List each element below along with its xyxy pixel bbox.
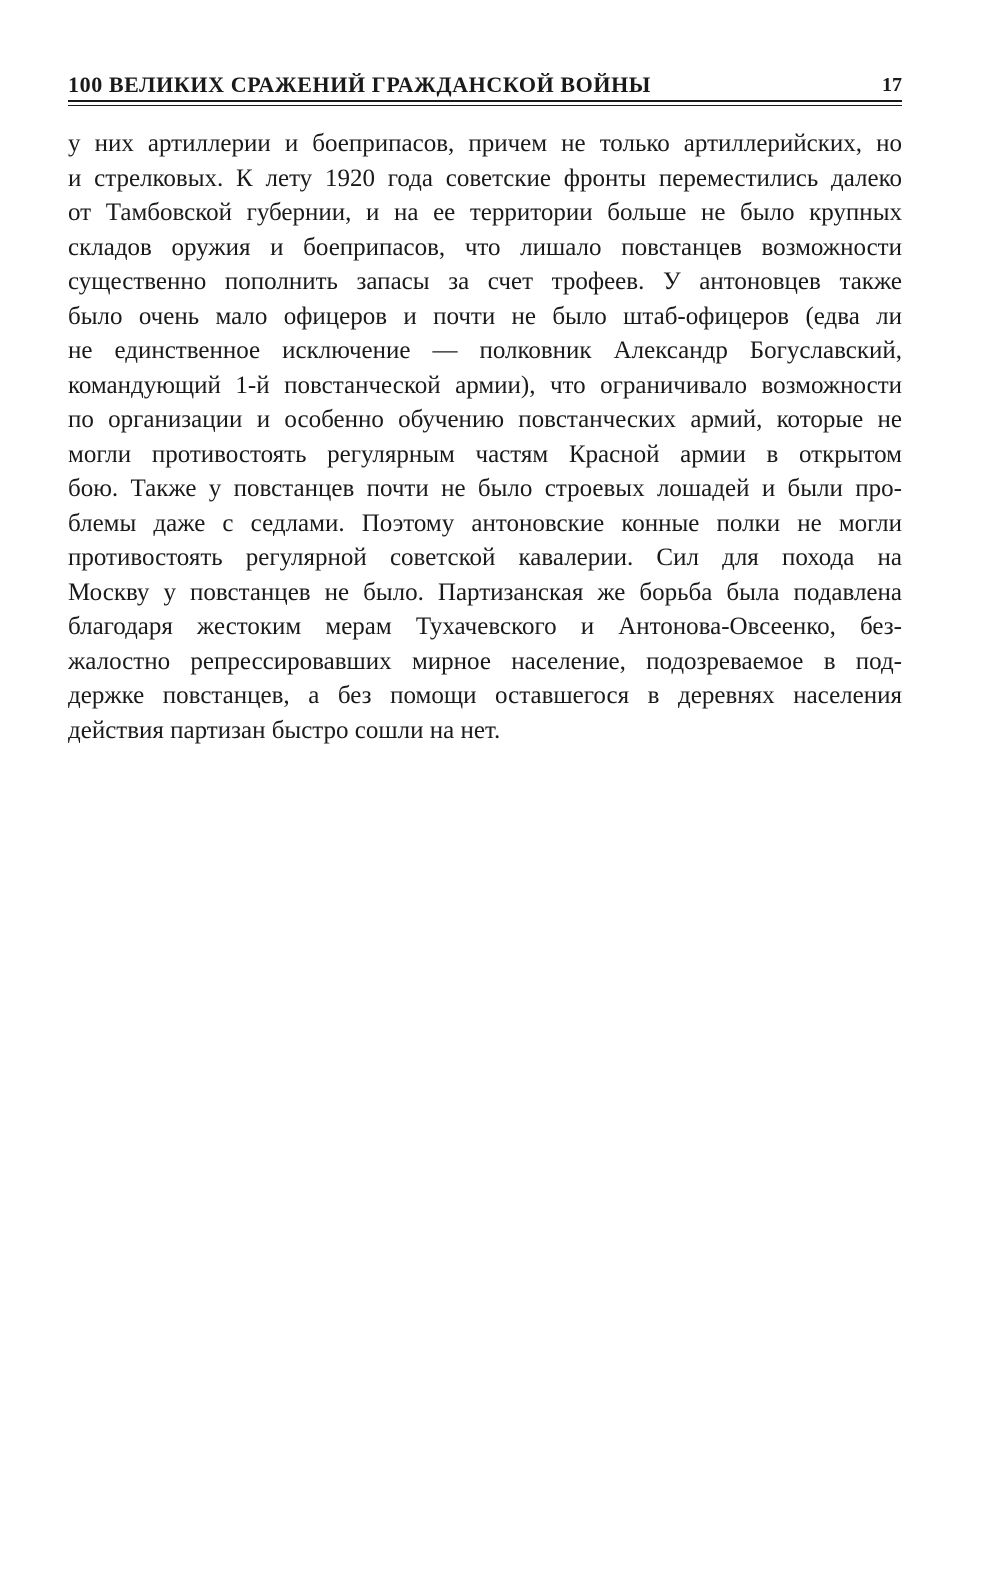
header-rule-thin bbox=[68, 105, 902, 106]
text-line-last: действия партизан быстро сошли на нет. bbox=[68, 716, 501, 744]
text-line: благодаря жестоким мерам Тухачевского и Антонова-Овсеенко, без- bbox=[68, 613, 902, 640]
text-line: не единственное исключение — полковник Александр Богуславский, bbox=[68, 337, 902, 364]
text-line: от Тамбовской губернии, и на ее территории больше не было крупных bbox=[68, 199, 902, 226]
page-header bbox=[68, 66, 902, 106]
text-line: существенно пополнить запасы за счет трофеев. У антоновцев также bbox=[68, 268, 902, 295]
text-line: блемы даже с седлами. Поэтому антоновские конные полки не могли bbox=[68, 509, 902, 537]
running-title: 100 ВЕЛИКИХ СРАЖЕНИЙ ГРАЖДАНСКОЙ ВОЙНЫ bbox=[68, 72, 652, 97]
text-line: складов оружия и боеприпасов, что лишало повстанцев возможности bbox=[68, 233, 902, 261]
text-line: у них артиллерии и боеприпасов, причем не только артиллерийских, но bbox=[68, 130, 902, 157]
text-line: противостоять регулярной советской кавалерии. Сил для похода на bbox=[68, 544, 902, 571]
header-rule bbox=[68, 100, 902, 102]
text-line: держке повстанцев, а без помощи оставшегося в деревнях населения bbox=[68, 682, 902, 709]
text-line: жалостно репрессировавших мирное население, подозреваемое в под- bbox=[68, 647, 902, 675]
body-paragraph bbox=[68, 127, 902, 748]
page-number: 17 bbox=[882, 74, 902, 96]
text-line: командующий 1-й повстанческой армии), что ограничивало возможности bbox=[68, 371, 902, 399]
text-line: и стрелковых. К лету 1920 года советские фронты переместились далеко bbox=[68, 164, 902, 192]
text-line: могли противостоять регулярным частям Красной армии в открытом bbox=[68, 440, 902, 468]
text-line: было очень мало офицеров и почти не было штаб-офицеров (едва ли bbox=[68, 302, 902, 330]
text-line: бою. Также у повстанцев почти не было строевых лошадей и были про- bbox=[68, 475, 902, 502]
text-line: по организации и особенно обучению повстанческих армий, которые не bbox=[68, 406, 902, 433]
text-line: Москву у повстанцев не было. Партизанская же борьба была подавлена bbox=[68, 578, 902, 606]
